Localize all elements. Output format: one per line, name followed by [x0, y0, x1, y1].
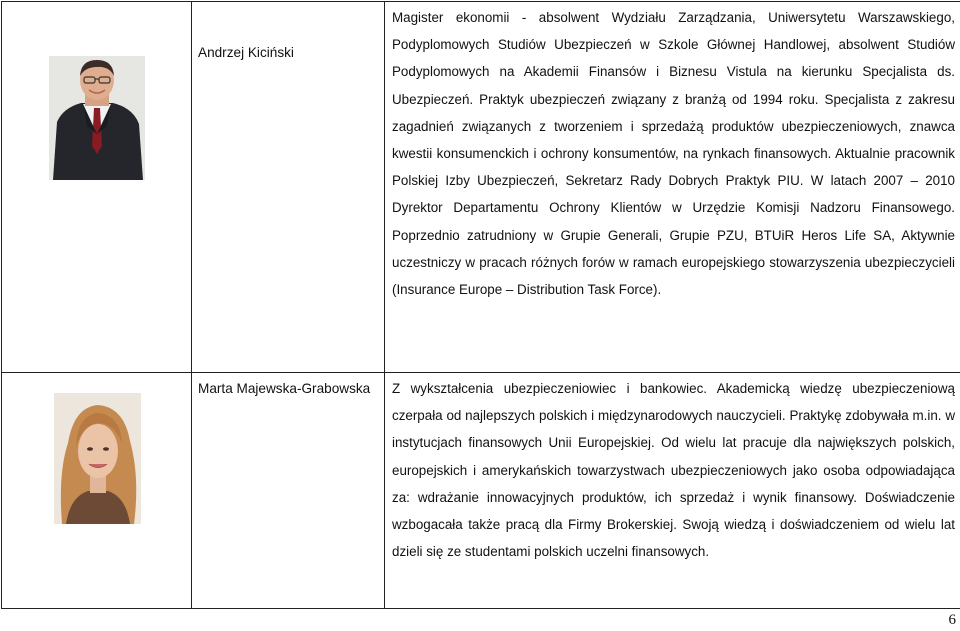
bio-table [1, 1, 960, 609]
bio-cell [385, 2, 960, 373]
portrait-photo [54, 393, 141, 524]
portrait-photo [49, 56, 145, 180]
photo-cell [2, 2, 192, 373]
table-row [2, 2, 960, 373]
man-portrait-icon [49, 56, 145, 180]
name-cell [192, 373, 385, 609]
person-bio: Magister ekonomii - absolwent Wydziału Zarządzania, Uniwersytetu Warszawskiego, Podyplomowych Studiów Ubezpieczeń w Szkole Głównej Handlowej, absolwent Studiów Podyplomowych na Akademii Finansów i Biznesu Vistula na kierunku Specjalista ds. Ubezpieczeń. Praktyk ubezpieczeń związany z branżą od 1994 roku. Specjalista z zakresu zagadnień związanych z tworzeniem i sprzedażą produktów ubezpieczeniowych, znawca kwestii konsumenckich i ochrony konsumentów, na rynkach finansowych. Aktualnie pracownik Polskiej Izby Ubezpieczeń, Sekretarz Rady Dobrych Praktyk PIU. W latach 2007 – 2010 Dyrektor Departamentu Ochrony Klientów w Urzędzie Komisji Nadzoru Finansowego. Poprzednio zatrudniony w Grupie Generali, Grupie PZU, BTUiR Heros Life SA, Aktywnie uczestniczy w pracach różnych forów w ramach europejskiego stowarzyszenia ubezpieczycieli (Insurance Europe – Distribution Task Force). [392, 10, 955, 298]
bio-cell [385, 373, 960, 609]
person-name: Andrzej Kiciński [198, 45, 294, 60]
person-bio: Z wykształcenia ubezpieczeniowiec i bankowiec. Akademicką wiedzę ubezpieczeniową czerpała od najlepszych polskich i międzynarodowych nauczycieli. Praktykę zdobywała m.in. w instytucjach finansowych Unii Europejskiej. Od wielu lat pracuje dla największych polskich, europejskich i amerykańskich towarzystwach ubezpieczeniowych jako osoba odpowiadająca za: wdrażanie innowacyjnych produktów, ich sprzedaż i wynik finansowy. Doświadczenie wzbogacała także pracą dla Firmy Brokerskiej. Swoją wiedzą i doświadczeniem od wielu lat dzieli się ze studentami polskich uczelni finansowych. [392, 381, 955, 560]
person-name: Marta Majewska-Grabowska [198, 381, 371, 396]
woman-portrait-icon [54, 393, 141, 524]
table-row [2, 373, 960, 609]
page-number: 6 [948, 612, 956, 628]
name-cell [192, 2, 385, 373]
photo-cell [2, 373, 192, 609]
